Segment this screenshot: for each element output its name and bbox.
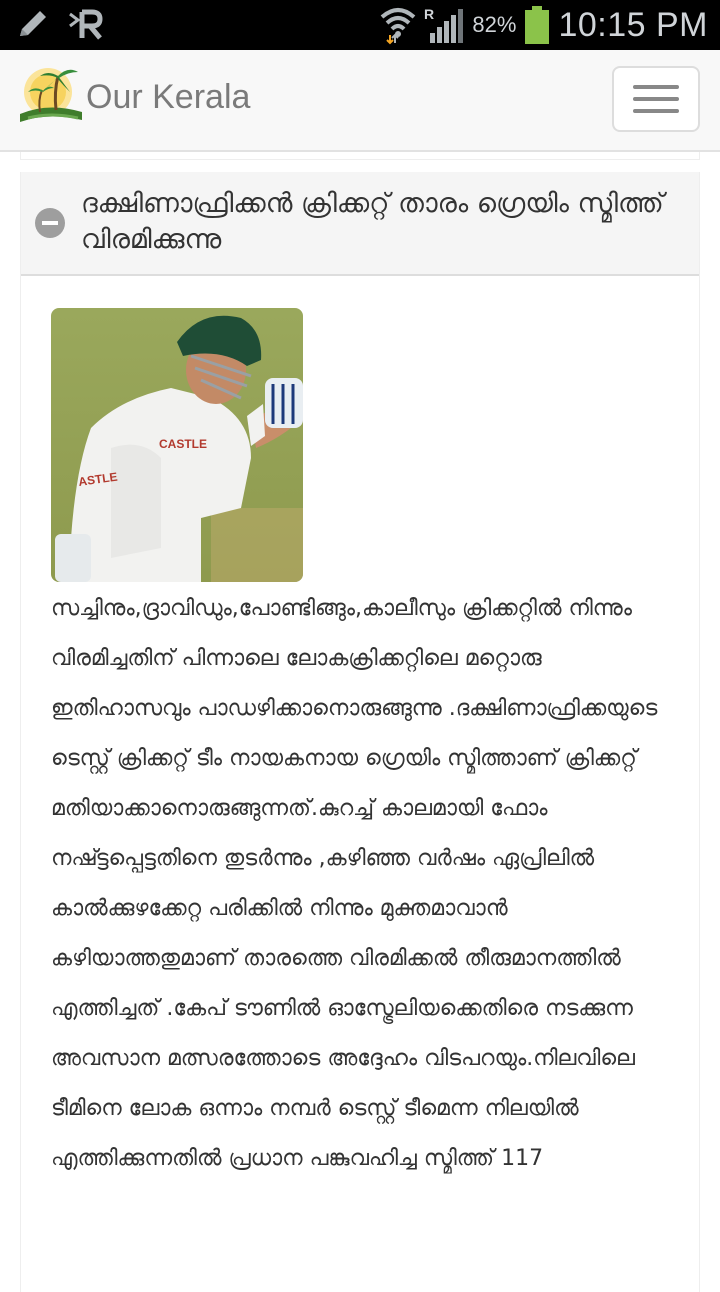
hamburger-bar: [633, 85, 679, 89]
edit-icon: [14, 6, 52, 44]
article-panel: [20, 172, 700, 1292]
svg-text:R: R: [424, 6, 435, 22]
hamburger-menu-button[interactable]: [612, 66, 700, 132]
palm-tree-logo-icon: [18, 62, 84, 126]
brand-name: Our Kerala: [86, 77, 251, 116]
navbar: [0, 50, 720, 152]
hamburger-bar: [633, 97, 679, 101]
svg-text:CASTLE: CASTLE: [159, 437, 207, 451]
minus-circle-icon[interactable]: [35, 208, 65, 238]
brand-link[interactable]: [18, 62, 250, 126]
battery-icon: [524, 5, 550, 45]
app-r-icon: [66, 6, 106, 44]
previous-panel-edge: [20, 152, 700, 160]
status-time: 10:15 PM: [558, 5, 708, 44]
article-body: സച്ചിനും,ദ്രാവിഡും,പോണ്ടിങ്ങും,കാലീസും ക്രിക്കറ്റിൽ നിന്നും വിരമിച്ചതിന് പിന്നാലെ ലോകക്രിക്കറ്റിലെ മറ്റൊരു ഇതിഹാസവും പാഡഴിക്കാനൊരുങ്ങുന്നു .ദക്ഷിണാഫ്രിക്കയുടെ ടെസ്റ്റ് ക്രിക്കറ്റ് ടീം നായകനായ ഗ്രെയിം സ്മിത്താണ് ക്രിക്കറ്റ് മതിയാക്കാനൊരുങ്ങുന്നത്.കുറച്ച് കാലമായി ഫോം നഷ്ട്ടപ്പെട്ടതിനെ തുടർന്നും ,കഴിഞ്ഞ വർഷം ഏപ്രിലിൽ കാൽക്കുഴക്കേറ്റ പരിക്കിൽ നിന്നും മുക്തമാവാൻ കഴിയാത്തതുമാണ് താരത്തെ വിരമിക്കൽ തീരുമാനത്തിൽ എത്തിച്ചത് .കേപ് ടൗണിൽ ഓസ്ട്രേലിയക്കെതിരെ നടക്കുന്ന അവസാന മത്സരത്തോടെ അദ്ദേഹം വിടപറയും.നിലവിലെ ടീമിനെ ലോക ഒന്നാം നമ്പർ ടെസ്റ്റ് ടീമെന്ന നിലയിൽ എത്തിക്കുന്നതിൽ പ്രധാന പങ്കുവഹിച്ച സ്മിത്ത് 117: [51, 596, 658, 1171]
article-title: ദക്ഷിണാഫ്രിക്കൻ ക്രിക്കറ്റ് താരം ഗ്രെയിം സ്മിത്ത് വിരമിക്കുന്നു: [81, 188, 664, 255]
battery-percent: 82%: [472, 12, 517, 37]
status-bar: [0, 0, 720, 50]
hamburger-bar: [633, 109, 679, 113]
wifi-icon: [380, 5, 416, 45]
svg-text:ASTLE: ASTLE: [77, 469, 119, 489]
signal-icon: [424, 5, 464, 45]
article-panel-header[interactable]: [21, 172, 699, 276]
cricketer-photo: [51, 308, 303, 582]
